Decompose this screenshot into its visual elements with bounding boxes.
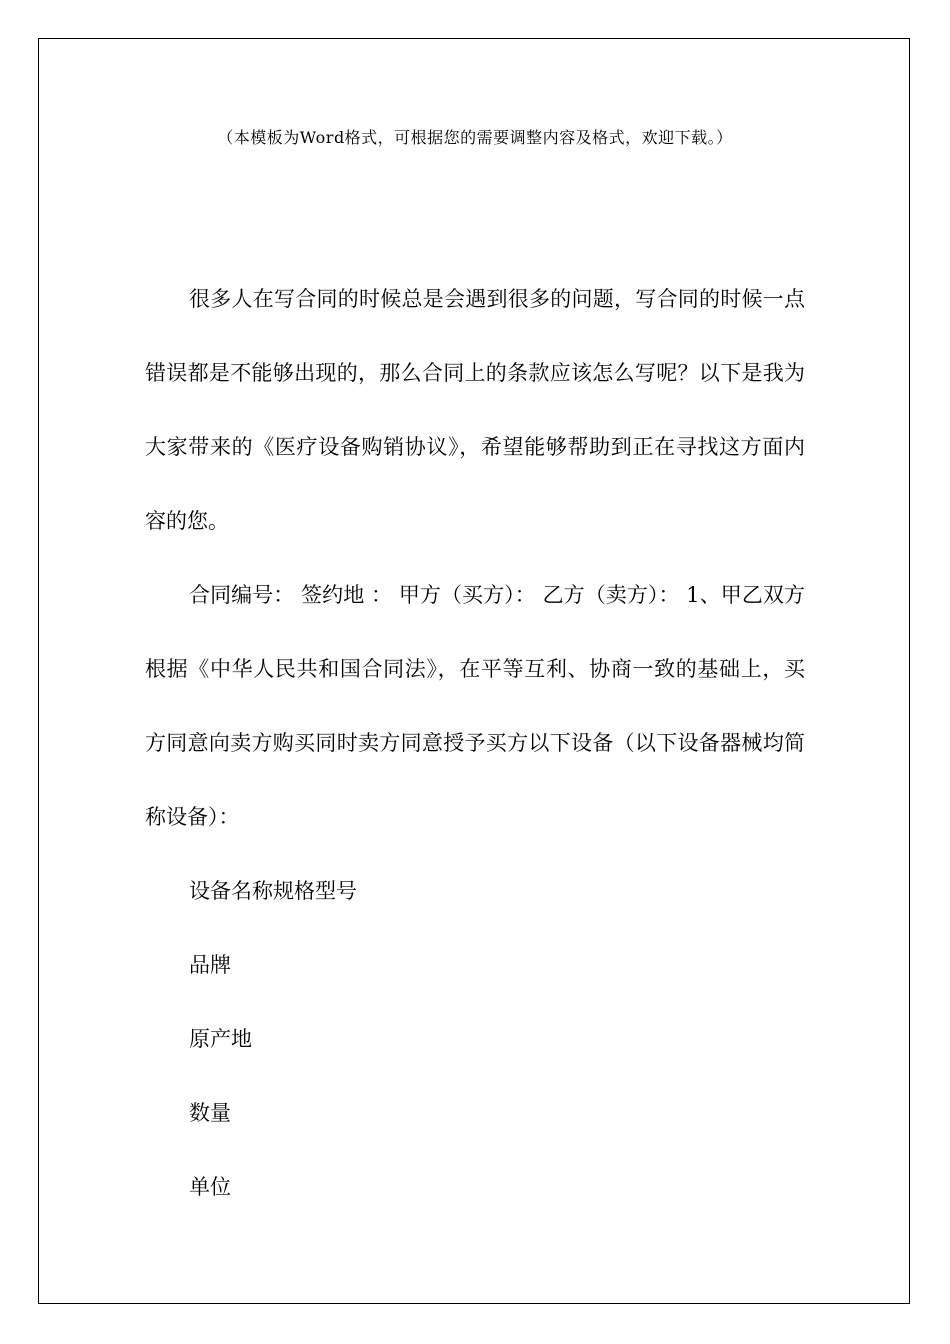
document-body bbox=[145, 262, 805, 1224]
list-item-brand: 品牌 bbox=[189, 953, 231, 977]
list-item-equipment-name: 设备名称规格型号 bbox=[189, 879, 357, 903]
list-item-unit: 单位 bbox=[189, 1175, 231, 1199]
contract-paragraph: 合同编号： 签约地 ： 甲方（买方）： 乙方（卖方）： 1、甲乙双方根据《中华人民共和国合同法》，在平等互利、协商一致的基础上，买方同意向卖方购买同时卖方同意授予买方以下设备（以下设备器械均简称设备）： bbox=[145, 583, 805, 829]
list-item-origin: 原产地 bbox=[189, 1027, 252, 1051]
template-note: （本模板为Word格式，可根据您的需要调整内容及格式，欢迎下载。） bbox=[217, 128, 733, 147]
intro-paragraph: 很多人在写合同的时候总是会遇到很多的问题，写合同的时候一点错误都是不能够出现的，那么合同上的条款应该怎么写呢？以下是我为大家带来的《医疗设备购销协议》，希望能够帮助到正在寻找这方面内容的您。 bbox=[145, 287, 805, 533]
list-item-quantity: 数量 bbox=[189, 1101, 231, 1125]
